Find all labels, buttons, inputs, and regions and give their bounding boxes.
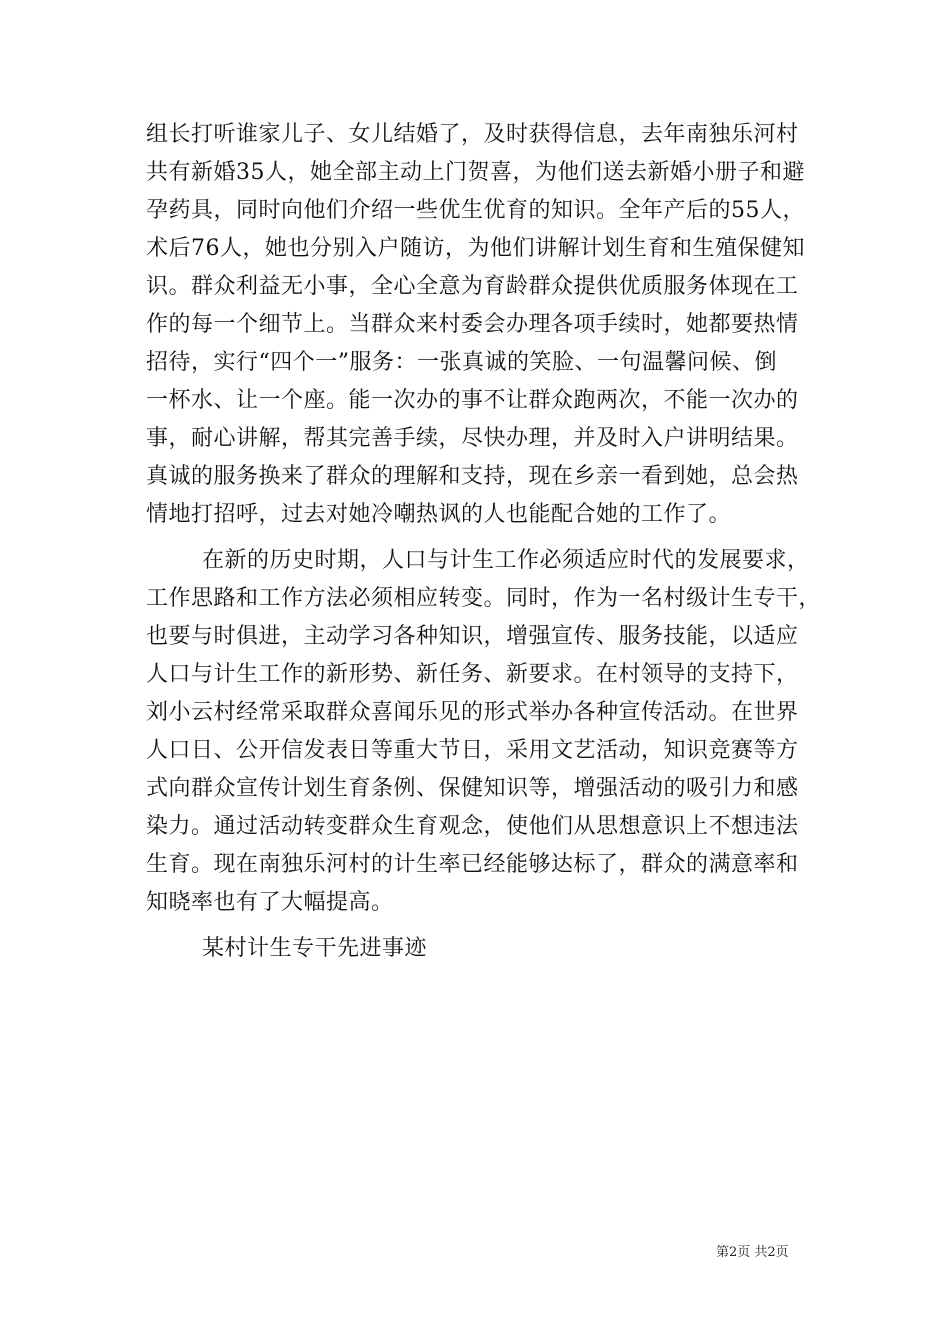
paragraph-2-line: 知晓率也有了大幅提高。 bbox=[146, 890, 394, 915]
paragraph-2-line: 生育。现在南独乐河村的计生率已经能够达标了，群众的满意率和 bbox=[146, 852, 799, 877]
paragraph-1-line: 孕药具，同时向他们介绍一些优生优育的知识。全年产后的55人， bbox=[146, 198, 805, 223]
paragraph-1-line: 术后76人，她也分别入户随访，为他们讲解计划生育和生殖保健知 bbox=[146, 236, 805, 261]
paragraph-1-line: 真诚的服务换来了群众的理解和支持，现在乡亲一看到她，总会热 bbox=[146, 464, 799, 489]
paragraph-2-line: 人口日、公开信发表日等重大节日，采用文艺活动，知识竞赛等方 bbox=[146, 738, 799, 763]
closing-title: 某村计生专干先进事迹 bbox=[202, 936, 428, 961]
paragraph-1-line: 组长打听谁家儿子、女儿结婚了，及时获得信息，去年南独乐河村 bbox=[146, 122, 799, 147]
paragraph-2-line: 工作思路和工作方法必须相应转变。同时，作为一名村级计生专干， bbox=[146, 586, 822, 611]
paragraph-2-line: 人口与计生工作的新形势、新任务、新要求。在村领导的支持下， bbox=[146, 662, 799, 687]
paragraph-2-line: 式向群众宣传计划生育条例、保健知识等，增强活动的吸引力和感 bbox=[146, 776, 799, 801]
paragraph-gap bbox=[146, 922, 811, 930]
paragraph-2-line: 在新的历史时期，人口与计生工作必须适应时代的发展要求， bbox=[202, 548, 810, 573]
paragraph-1-line: 情地打招呼，过去对她冷嘲热讽的人也能配合她的工作了。 bbox=[146, 502, 732, 527]
paragraph-gap bbox=[146, 534, 811, 542]
paragraph-1-line: 共有新婚35人，她全部主动上门贺喜，为他们送去新婚小册子和避 bbox=[146, 160, 805, 185]
paragraph-2-line: 也要与时俱进，主动学习各种知识，增强宣传、服务技能，以适应 bbox=[146, 624, 799, 649]
paragraph-1-line: 作的每一个细节上。当群众来村委会办理各项手续时，她都要热情 bbox=[146, 312, 799, 337]
paragraph-1-line: 识。群众利益无小事，全心全意为育龄群众提供优质服务体现在工 bbox=[146, 274, 799, 299]
paragraph-1-line: 事，耐心讲解，帮其完善手续，尽快办理，并及时入户讲明结果。 bbox=[146, 426, 799, 451]
page-number-footer: 第2页 共2页 bbox=[716, 1245, 789, 1260]
paragraph-2-line: 染力。通过活动转变群众生育观念，使他们从思想意识上不想违法 bbox=[146, 814, 799, 839]
document-body bbox=[146, 116, 822, 968]
paragraph-2-line: 刘小云村经常采取群众喜闻乐见的形式举办各种宣传活动。在世界 bbox=[146, 700, 799, 725]
paragraph-1-line: 招待，实行“四个一”服务：一张真诚的笑脸、一句温馨问候、倒 bbox=[146, 350, 777, 375]
paragraph-1-line: 一杯水、让一个座。能一次办的事不让群众跑两次，不能一次办的 bbox=[146, 388, 799, 413]
